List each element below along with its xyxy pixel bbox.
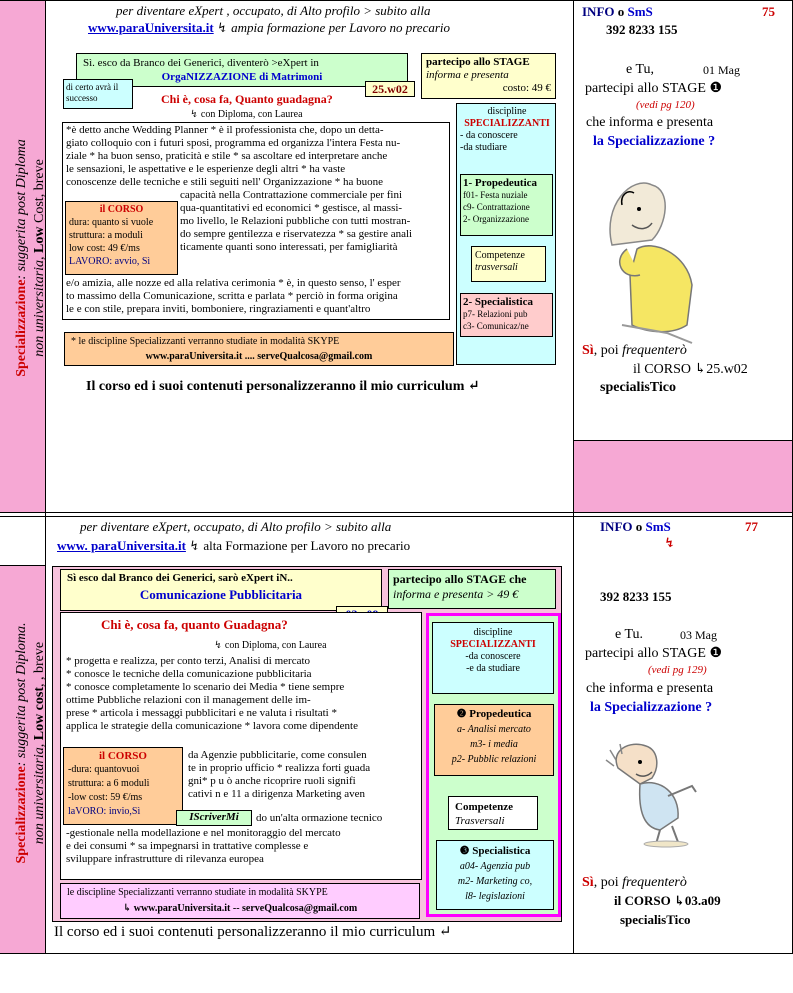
ad1-header-1: per diventare eXpert , occupato, di Alto profilo > subito alla	[116, 3, 431, 18]
ad2-propedeutica-box: ❷ Propedeutica a- Analisi mercato m3- i media p2- Pubblic relazioni	[434, 704, 554, 776]
ad1-che: che informa e presenta	[586, 115, 714, 130]
ad2-partecipi: partecipi allo STAGE ❶	[585, 646, 723, 661]
ad2-skype-box: le discipline Specializzanti verranno studiate in modalità SKYPE ↳ www.paraUniversita.it -- serveQualcosa@gmail.com	[60, 883, 420, 919]
ad1-specialistico: specialisTico	[600, 380, 676, 395]
ad2-vedi: (vedi pg 129)	[648, 664, 707, 676]
ad2-che: che informa e presenta	[586, 681, 714, 696]
ad2-stage-box: partecipo allo STAGE che informa e presenta > 49 €	[388, 569, 556, 609]
ad2-laurea: ↯ con Diploma, con Laurea	[214, 640, 327, 651]
ad1-la-spec: la Specializzazione ?	[593, 134, 716, 149]
ad2-la-spec: la Specializzazione ?	[590, 700, 713, 715]
ad2-corso-box: il CORSO -dura: quantovuoi struttura: a 6 moduli -low cost: 59 €/ms laVORO: invio,Sì	[63, 747, 183, 825]
ad1-body-tail: e/o amizia, alle nozze ed alla relativa cerimonia * è, in questo senso, l' esper to massimo della Comunicazione, scritta e parlata * perciò in forma origina le e con stile, prepara inviti, bomboniere, ringraziamenti e quant'altro	[66, 277, 401, 315]
ad1-vedi: (vedi pg 120)	[636, 99, 695, 111]
ad2-info-line: INFO o SmS	[600, 519, 671, 534]
ad1-info-number: 75	[762, 4, 775, 19]
ad2-website-link[interactable]: www. paraUniversita.it	[57, 538, 186, 553]
ad1-propedeutica-box: 1- Propedeutica f01- Festa nuziale c9- Contrattazione 2- Organizzazione	[460, 174, 553, 236]
ad1-info-pink-panel	[574, 441, 792, 512]
ad2-expert-box: Sì esco dal Branco dei Generici, sarò eXpert iN.. Comunicazione Pubblicitaria	[60, 569, 382, 611]
ad1-partecipi: partecipi allo STAGE ❶	[585, 81, 723, 96]
ad1-course-code: 25.w02	[365, 81, 415, 97]
ad2-il-corso: il CORSO ↳03.a09	[614, 893, 721, 908]
ad2-body-tail: -gestionale nella modellazione e nel monitoraggio del mercato e dei consumi * sa impegnarsi in trattative complesse e sviluppare infrastrutture di rilevanza europea	[66, 827, 341, 865]
ad2-date: 03 Mag	[680, 628, 717, 642]
ad2-specialistico: specialisTico	[620, 912, 691, 927]
ad1-side-label-2: non universitaria, Low Cost, breve	[32, 159, 47, 357]
ad2-side-label-2: non universitaria, Low cost, , breve	[32, 641, 47, 845]
ad1-si-poi: Sì, poi frequenterò	[582, 343, 687, 358]
ad1-expert-box: Sì. esco da Branco dei Generici, diventerò >eXpert in OrgaNIZZAZIONE di Matrimoni	[76, 53, 408, 87]
ad2-body-text: * progetta e realizza, per conto terzi, Analisi di mercato * conosce le tecniche della comunicazione pubblicitaria * conosce completamente lo scenario dei Media * tiene sempre ottime Pubbliche relazioni con il management delle im- prese * articola i messaggi pubblicitari e ne valuta i risultati * applica le strategie della comunicazione * lavora come dipendente	[66, 655, 358, 732]
ad2-iscrivermi-button[interactable]: IScriverMi	[176, 810, 252, 826]
ad1-competenze-box: Competenze trasversali	[471, 246, 546, 282]
ad2-body-right: da Agenzie pubblicitarie, come consulen te in proprio ufficio * realizza forti guada gni* p u ò anche ricoprire ruoli signifi cativi n e 11 a dirigenza Marketing aven	[188, 749, 371, 800]
ad1-date: 01 Mag	[703, 63, 740, 77]
ad1-stage-box: partecipo allo STAGE informa e presenta costo: 49 €	[421, 53, 556, 99]
ad2-disc-header: discipline SPECIALIZZANTI -da conoscere -e da studiare	[432, 622, 554, 694]
ad1-e-tu: e Tu,	[626, 62, 655, 77]
ad2-si-poi: Sì, poi frequenterò	[582, 875, 687, 890]
ad1-skype-box: * le discipline Specializzanti verranno studiate in modalità SKYPE www.paraUniversita.it .... serveQualcosa@gmail.com	[64, 332, 454, 366]
ad1-body-right: capacità nella Contrattazione commerciale per fini qua-quantitativi ed economici * gestisce, al massi- mo livello, le Relazioni pubbliche con tutti mostran- do sempre gentilezza e riservatezza * sa gestire anali ticamente quanti sono interessati, per famigliarità	[180, 189, 413, 253]
ad2-header-1: per diventare eXpert, occupato, di Alto profilo > subito alla	[80, 519, 392, 534]
ad1-phone[interactable]: 392 8233 155	[606, 22, 678, 37]
ad2-competenze-box: Competenze Trasversali	[448, 796, 538, 830]
ad2-e-tu: e Tu.	[615, 627, 644, 642]
ad1-body-text: *è detto anche Wedding Planner * è il professionista che, dopo un detta- giato colloquio con i futuri sposi, programma ed organizza l'intera Festa nu- ziale * ha buon senso, praticità e stile * sa ascoltare ed interpretare anche le sensazioni, le aspettative e le esperienze degli altri * ha vaste conoscenze delle tecniche e stili seguiti nell' Organizzazione * ha buone	[66, 124, 401, 188]
ad1-laurea: ↯ con Diploma, con Laurea	[190, 109, 303, 120]
ad2-side-label: Specializzazione: suggerita post Diploma.	[14, 622, 29, 864]
ad2-cartoon-scientist	[600, 738, 710, 848]
ad2-footer: Il corso ed i suoi contenuti personalizzeranno il mio curriculum ↵	[54, 924, 452, 940]
ad2-bolt-icon: ↯	[664, 535, 676, 550]
ad2-specialistica-box: ❸ Specialistica a04- Agenzia pub m2- Marketing co, l8- legislazioni	[436, 840, 554, 910]
ad2-info-number: 77	[745, 519, 758, 534]
ad1-cartoon-thinker	[592, 165, 702, 345]
ad1-il-corso: il CORSO ↳25.w02	[633, 362, 748, 377]
ad1-footer: Il corso ed i suoi contenuti personalizzeranno il mio curriculum ↵	[86, 379, 480, 394]
ad1-website-link[interactable]: www.paraUniversita.it	[88, 20, 214, 35]
ad2-header-2: www. paraUniversita.it ↯ alta Formazione per Lavoro no precario	[57, 538, 411, 553]
ad1-side-label: Specializzazione: suggerita post Diploma	[14, 139, 29, 377]
ad1-corso-box: il CORSO dura: quanto si vuole struttura: a moduli low cost: 49 €/ms LAVORO: avvio, Sì	[65, 201, 178, 275]
ad1-disc-header: discipline SPECIALIZZANTI - da conoscere -da studiare	[460, 106, 550, 153]
ad2-phone[interactable]: 392 8233 155	[600, 589, 672, 604]
ad1-specialistica-box: 2- Specialistica p7- Relazioni pub c3- Comunicaz/ne	[460, 293, 553, 337]
ad1-info-line: INFO o SmS	[582, 4, 653, 19]
ad1-header-2: www.paraUniversita.it ↯ ampia formazione per Lavoro no precario	[88, 20, 451, 35]
ad1-certo-box: di certo avrà il successo	[63, 79, 133, 109]
ad2-chi-e: Chi è, cosa fa, quanto Guadagna?	[101, 617, 288, 632]
ad2-body-right-2: do un'alta ormazione tecnico	[256, 812, 383, 824]
ad1-chi-e: Chi è, cosa fa, Quanto guadagna?	[161, 92, 333, 106]
